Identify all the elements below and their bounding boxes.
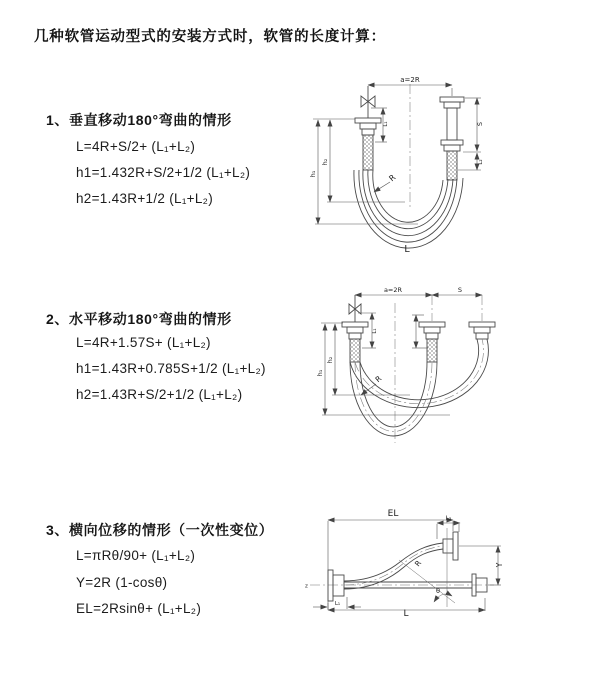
- diagram-vertical-180-bend: [305, 72, 585, 262]
- section3-formula-Y: Y=2R (1-cosθ): [76, 575, 168, 590]
- section3-formula-L: L=πRθ/90+ (L₁+L₂): [76, 548, 196, 563]
- dim-label-l1: L₁: [383, 121, 389, 127]
- construction-lines: [399, 528, 455, 607]
- dimension-lines: [321, 295, 482, 415]
- dim-label-s: S: [476, 121, 484, 127]
- upper-right-flange: [443, 532, 458, 560]
- section2-formula-h2: h2=1.43R+S/2+1/2 (L₁+L₂): [76, 387, 243, 402]
- right-flange-fitting: [469, 322, 495, 339]
- diagram-lateral-displacement: [298, 503, 598, 653]
- valve-icon: [349, 295, 361, 322]
- diagram-horizontal-180-bend: [298, 281, 598, 461]
- section1-formula-h1: h1=1.432R+S/2+1/2 (L₁+L₂): [76, 165, 251, 180]
- dim-label-l1: L₁: [334, 601, 341, 607]
- valve-icon: [361, 86, 375, 118]
- left-flange-fitting: [342, 322, 368, 362]
- left-flange: [328, 570, 344, 601]
- radius-label: R: [387, 172, 398, 184]
- section3-formula-EL: EL=2Rsinθ+ (L₁+L₂): [76, 601, 202, 616]
- dim-label-s: S: [457, 286, 463, 294]
- left-flange-fitting: [355, 118, 381, 170]
- dim-label-h1: h₁: [316, 369, 324, 377]
- angle-label: θ: [436, 587, 440, 595]
- radius-label: R: [373, 373, 384, 385]
- section2-formula-h1: h1=1.43R+0.785S+1/2 (L₁+L₂): [76, 361, 266, 376]
- dim-label-a2r: a=2R: [400, 76, 420, 84]
- dim-label-h2: h₂: [321, 158, 329, 166]
- dim-label-l2: L₂: [445, 515, 452, 522]
- section1-formula-h2: h2=1.43R+1/2 (L₁+L₂): [76, 191, 214, 206]
- dim-label-el: EL: [387, 509, 399, 519]
- dimension-lines: [313, 520, 501, 611]
- section2-formula-L: L=4R+1.57S+ (L₁+L₂): [76, 335, 211, 350]
- centerline-break-mark: z: [305, 583, 308, 590]
- dim-label-l2: L₂: [478, 159, 484, 165]
- middle-flange-fitting: [419, 322, 445, 362]
- dim-label-y: Y: [495, 562, 504, 568]
- section2-heading: 2、水平移动180°弯曲的情形: [46, 311, 232, 327]
- hose-u-bend: [354, 170, 463, 248]
- hose-centerline: [355, 362, 432, 432]
- section3-heading: 3、横向位移的情形（一次性变位）: [46, 522, 274, 538]
- page-title: 几种软管运动型式的安装方式时，软管的长度计算：: [34, 29, 386, 45]
- radius-label: R: [412, 558, 424, 569]
- dim-label-h1: h₁: [309, 170, 317, 178]
- dim-label-l: L: [403, 609, 409, 619]
- section1-formula-L: L=4R+S/2+ (L₁+L₂): [76, 139, 196, 154]
- length-label: L: [404, 244, 410, 255]
- dim-label-a2r: a=2R: [383, 286, 403, 294]
- right-flange-fitting: [440, 97, 464, 180]
- section1-heading: 1、垂直移动180°弯曲的情形: [46, 112, 232, 128]
- dim-label-h2: h₂: [326, 356, 334, 364]
- dim-label-l1: L₁: [372, 328, 378, 334]
